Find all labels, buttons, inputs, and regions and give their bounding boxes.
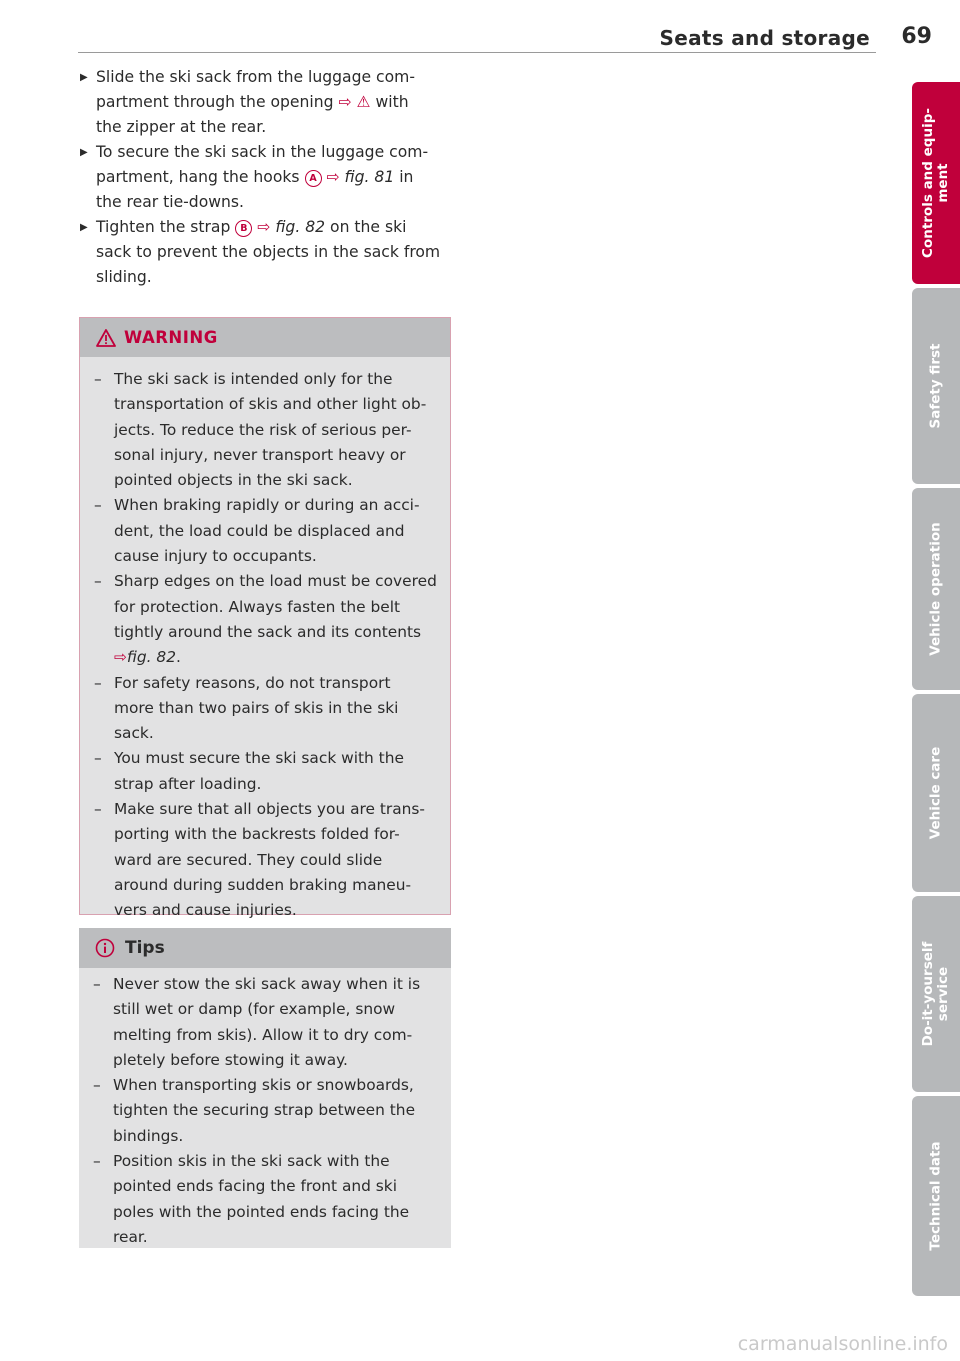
header-rule [78, 52, 876, 53]
tab-label: Vehicle care [927, 746, 944, 840]
warning-header [80, 318, 450, 357]
tab-technical-data[interactable] [912, 1096, 960, 1296]
step-item: ▶ Slide the ski sack from the luggage com- partment through the opening ⇨ ⚠ with the zipper at the rear. [80, 65, 452, 140]
reference-arrow-icon: ⇨ [326, 168, 340, 186]
callout-a-icon: A [305, 170, 322, 187]
tab-vehicle-operation[interactable] [912, 488, 960, 690]
list-item: – When braking rapidly or during an acci- dent, the load could be displaced and cause injury to occupants. [94, 496, 420, 566]
warning-title: WARNING [124, 328, 218, 347]
tab-safety-first[interactable] [912, 288, 960, 484]
list-item: – When transporting skis or snowboards, tighten the securing strap between the bindings. [93, 1076, 416, 1145]
list-item: – You must secure the ski sack with the strap after loading. [94, 749, 404, 793]
callout-b-icon: B [235, 220, 252, 237]
reference-arrow-icon: ⇨ [257, 218, 271, 236]
step-bullet-icon: ▶ [80, 72, 88, 83]
tab-label: Controls and equip- [920, 108, 936, 258]
step-item: ▶ Tighten the strap B ⇨ fig. 82 on the ski sack to prevent the objects in the sack from sliding. [80, 215, 452, 290]
step-bullet-icon: ▶ [80, 222, 88, 233]
tab-label: Technical data [927, 1141, 944, 1251]
tab-label: Vehicle operation [927, 522, 944, 656]
tips-list [79, 968, 451, 1250]
warning-list [80, 357, 450, 924]
figure-reference[interactable]: fig. 81 [344, 168, 395, 186]
list-item: – Never stow the ski sack away when it is still wet or damp (for example, snow melting from skis). Allow it to dry com- pletely before stowing it away. [93, 975, 421, 1069]
warning-triangle-icon: ⚠ [356, 93, 371, 111]
warning-triangle-icon [96, 329, 116, 347]
instruction-steps [80, 65, 452, 290]
warning-box [79, 317, 451, 920]
step-item: ▶ To secure the ski sack in the luggage com- partment, hang the hooks A ⇨ fig. 81 in the rear tie-downs. [80, 140, 452, 215]
tab-vehicle-care[interactable] [912, 694, 960, 892]
page-number: 69 [901, 24, 932, 49]
info-icon [95, 938, 115, 958]
step-bullet-icon: ▶ [80, 147, 88, 158]
reference-arrow-icon: ⇨ [338, 93, 352, 111]
tips-title: Tips [125, 938, 165, 958]
list-item: – Position skis in the ski sack with the pointed ends facing the front and ski poles with the pointed ends facing the rear. [93, 1152, 410, 1246]
section-title: Seats and storage [659, 26, 870, 50]
tips-header [79, 928, 451, 968]
watermark: carmanualsonline.info [737, 1333, 948, 1355]
list-item: – Sharp edges on the load must be covered for protection. Always fasten the belt tightly around the sack and its contents ⇨fig. 82. [94, 572, 437, 667]
tab-label: ment [935, 163, 951, 203]
tab-label: Safety first [927, 343, 944, 429]
figure-reference[interactable]: fig. 82 [126, 648, 176, 667]
list-item: – For safety reasons, do not transport more than two pairs of skis in the ski sack. [94, 673, 399, 743]
figure-reference[interactable]: fig. 82 [275, 218, 326, 236]
tab-label: Do-it-yourself [920, 941, 936, 1047]
tab-do-it-yourself-service[interactable] [912, 896, 960, 1092]
list-item: – Make sure that all objects you are trans- porting with the backrests folded for- ward are secured. They could slide around during sudden braking maneu- vers and cause injuries. [94, 800, 425, 920]
tips-box [79, 928, 451, 1248]
tab-label: service [935, 966, 951, 1022]
list-item: – The ski sack is intended only for the transportation of skis and other light ob- jects. To reduce the risk of serious per- sonal injury, never transport heavy or pointed objects in the ski sack. [94, 370, 427, 490]
tab-controls-and-equipment[interactable] [912, 82, 960, 284]
reference-arrow-icon: ⇨ [114, 648, 127, 667]
